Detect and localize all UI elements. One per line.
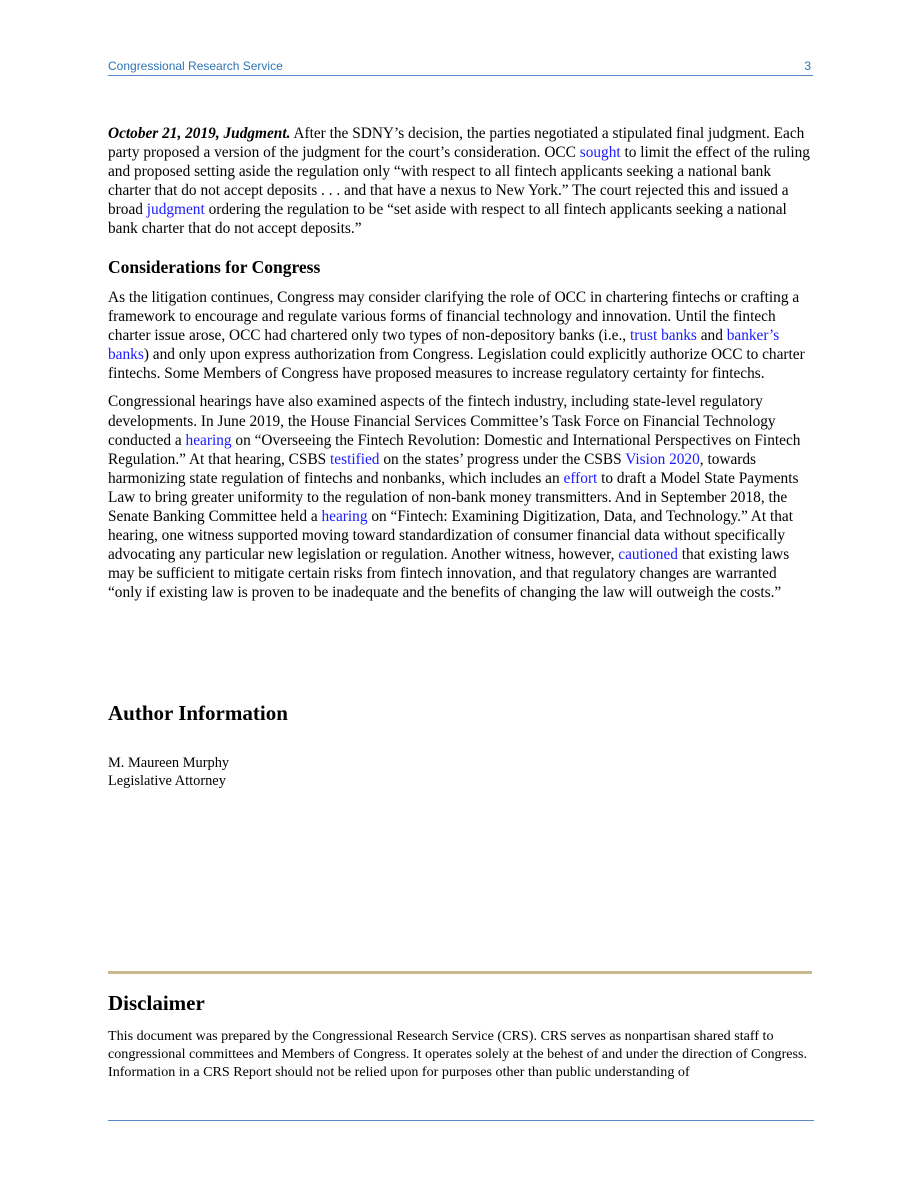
text: to limit the effect of the ruling and proposed setting aside the regulation only “with respect to all fintech applicants seeking a national bank charter that do not accept deposits . . . and that have a nexus to New York.” The court rejected this and issued a broad [108,144,810,219]
considerations-section [108,288,814,612]
link-trust-banks[interactable]: trust banks [629,327,697,345]
header-org: Congressional Research Service [108,59,283,73]
text: As the litigation continues, Congress may consider clarifying the role of OCC in chartering fintechs or crafting a framework to encourage and regulate various forms of financial technology and innovation. Until the fintech charter issue arose, OCC had chartered only two types of non-depository banks (i.e., [108,289,800,345]
text: ) and only upon express authorization from Congress. Legislation could explicitly authorize OCC to charter fintechs. Some Members of Congress have proposed measures to increase regulatory certainty for fintechs. [108,346,805,383]
judgment-lead: October 21, 2019, Judgment. [108,125,291,142]
considerations-heading: Considerations for Congress [108,257,321,277]
link-hearing-2019[interactable]: hearing [185,431,232,449]
author-name: M. Maureen Murphy [108,755,230,771]
page-header [108,56,813,76]
disclaimer-heading: Disclaimer [108,991,205,1015]
link-hearing-2018[interactable]: hearing [321,508,368,526]
text: on “Overseeing the Fintech Revolution: Domestic and International Perspectives on Fintech Regulation.” At that hearing, CSBS [108,431,801,468]
text: , towards harmonizing state regulation of fintechs and nonbanks, which includes an [108,450,757,487]
link-judgment[interactable]: judgment [146,201,205,219]
link-bankers-banks[interactable]: banker’s banks [108,327,780,364]
text: on “Fintech: Examining Digitization, Data, and Technology.” At that hearing, one witness supported moving toward standardization of consumer financial data without specifically advocating any particular new legislation or regulation. Another witness, however, [108,508,793,564]
author-block [108,754,229,790]
author-title: Legislative Attorney [108,773,226,789]
judgment-paragraph [108,124,814,239]
link-cautioned[interactable]: cautioned [618,546,678,564]
text: ordering the regulation to be “set aside with respect to all fintech applicants seeking a national bank charter that do not accept deposits.” [108,201,787,238]
page-number: 3 [804,59,811,73]
disclaimer-text: This document was prepared by the Congressional Research Service (CRS). CRS serves as nonpartisan shared staff to congressional committees and Members of Congress. It operates solely at the behest of and under the direction of Congress. Information in a CRS Report should not be relied upon for purposes other than public understanding of [108,1028,808,1081]
link-vision-2020[interactable]: Vision 2020 [625,450,700,468]
text: and [696,327,727,345]
text: on the states’ progress under the CSBS [379,450,626,468]
link-effort[interactable]: effort [563,469,598,487]
considerations-paragraph-1 [108,288,814,383]
text: to draft a Model State Payments Law to bring greater uniformity to the regulation of non-bank money transmitters. And in September 2018, the Senate Banking Committee held a [108,469,799,526]
considerations-paragraph-2 [108,392,814,602]
author-info-heading: Author Information [108,701,288,725]
text: that existing laws may be sufficient to mitigate certain risks from fintech innovation, and that regulatory changes are warranted “only if existing law is proven to be inadequate and the benefits of changing the law will outweigh the costs.” [108,546,790,602]
footer-rule [108,1120,814,1121]
main-content [108,121,814,789]
text: Congressional hearings have also examined aspects of the fintech industry, including state-level regulatory developments. In June 2019, the House Financial Services Committee’s Task Force on Financial Technology conducted a [108,393,776,449]
section-divider [108,971,812,974]
text: After the SDNY’s decision, the parties negotiated a stipulated final judgment. Each party proposed a version of the judgment for the court’s consideration. OCC [108,125,805,162]
link-sought[interactable]: sought [579,144,621,162]
link-testified[interactable]: testified [330,450,380,468]
